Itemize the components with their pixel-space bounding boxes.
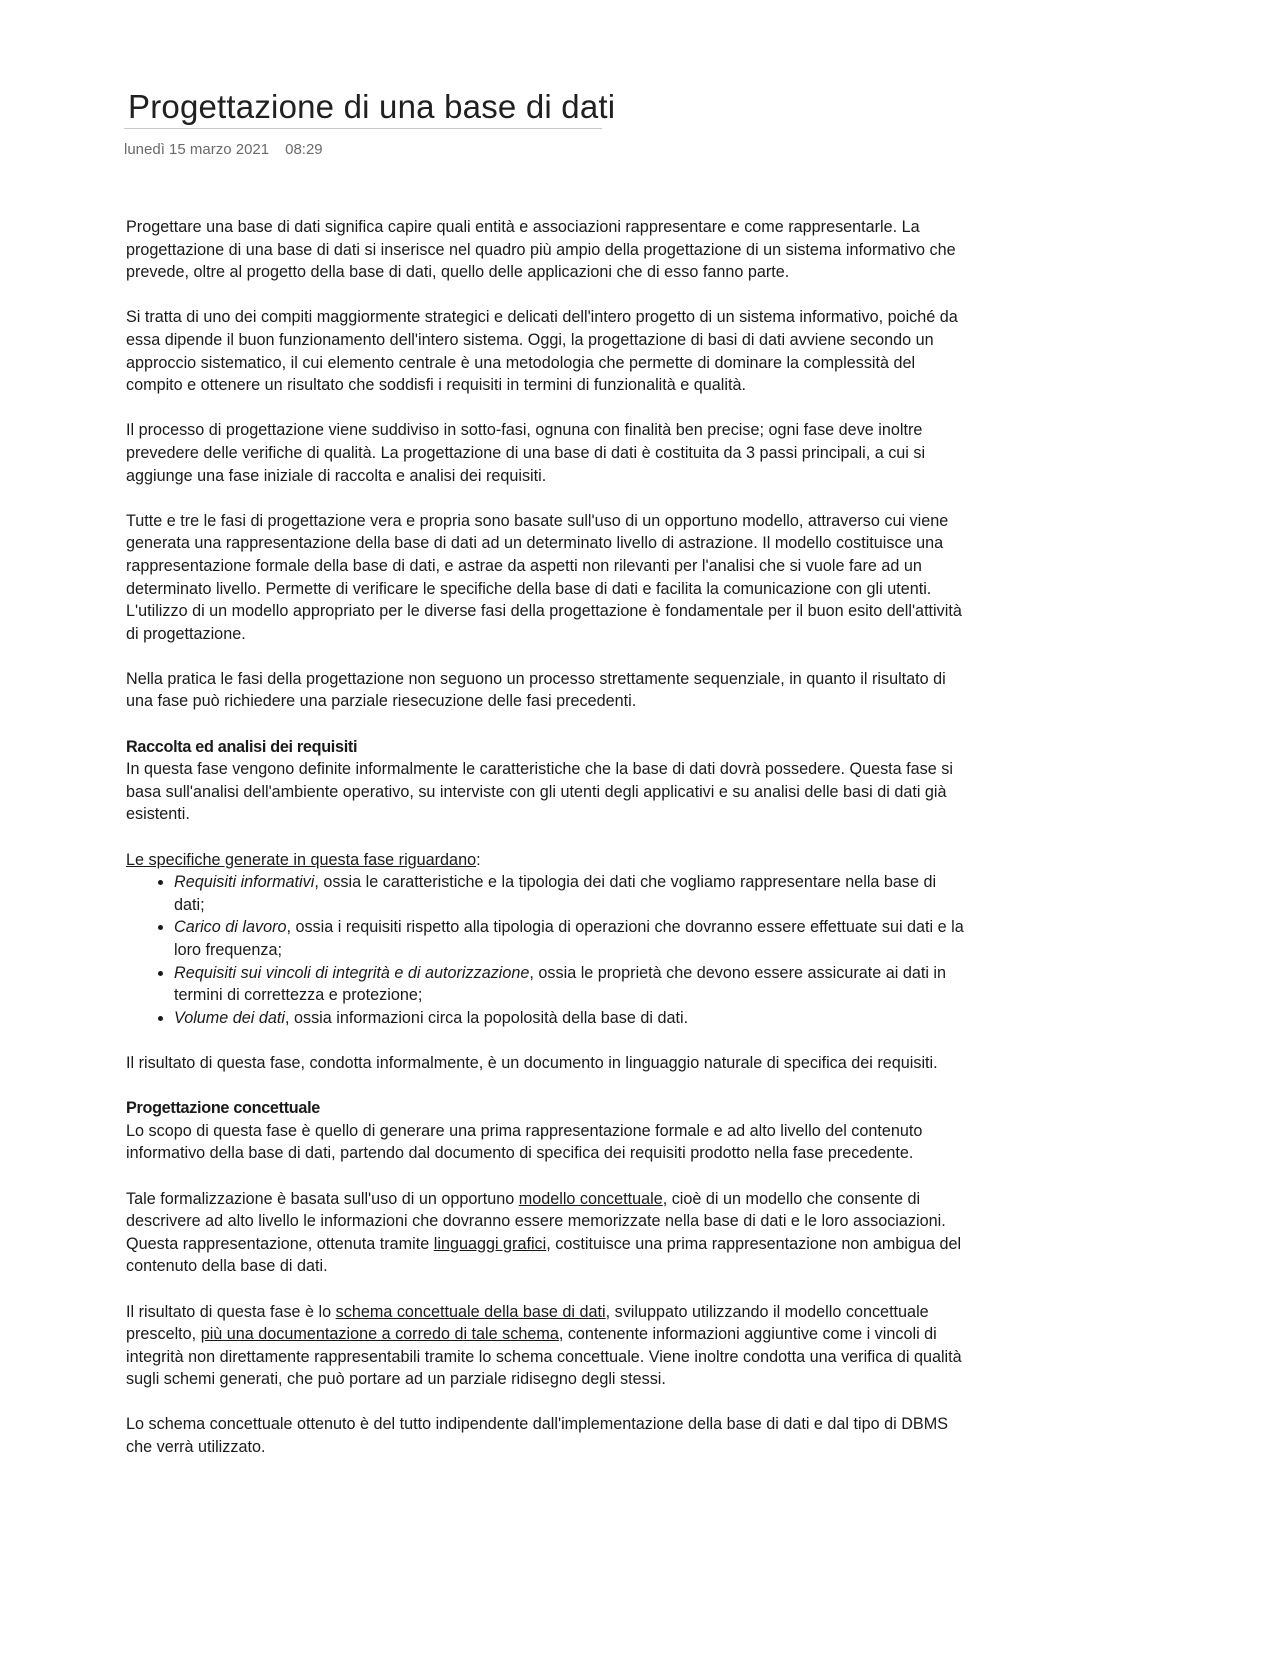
list-item-term: Requisiti sui vincoli di integrità e di autorizzazione [174, 963, 530, 982]
underlined-term: modello concettuale [518, 1189, 663, 1208]
underlined-term: linguaggi grafici [433, 1234, 547, 1253]
list-intro [126, 849, 966, 872]
list-item [174, 1007, 966, 1030]
underlined-term: più una documentazione a corredo di tale schema [200, 1325, 559, 1344]
list-intro-text: Le specifiche generate in questa fase riguardano [126, 850, 477, 869]
note-timestamp [124, 141, 323, 158]
list-item-text: , ossia informazioni circa la popolosità della base di dati. [284, 1008, 689, 1027]
paragraph: Lo scopo di questa fase è quello di generare una prima rappresentazione formale e ad alto livello del contenuto informativo della base di dati, partendo dal documento di specifica dei requisiti prodotto nella fase precedente. [126, 1121, 923, 1163]
list-item [174, 962, 966, 1007]
page-title[interactable]: Progettazione di una base di dati [128, 88, 616, 125]
paragraph: Progettare una base di dati significa capire quali entità e associazioni rappresentare e come rappresentarle. La progettazione di una base di dati si inserisce nel quadro più ampio della progettazione di un sistema informativo che prevede, oltre al progetto della base di dati, quello delle applicazioni che di esso fanno parte. [126, 218, 956, 282]
text-run: Tale formalizzazione è basata sull'uso di un opportuno [126, 1189, 519, 1208]
text-run: , cioè di un modello che consente di descrivere ad alto livello le informazioni che dovranno essere memorizzate nella base di dati e le loro associazioni. Questa rappresentazione, ottenuta tramite [126, 1189, 946, 1253]
list-item-term: Volume dei dati [174, 1008, 285, 1027]
title-underline [124, 128, 602, 129]
list-item-text: , ossia le caratteristiche e la tipologia dei dati che vogliamo rappresentare nella base di dati; [174, 873, 937, 914]
list-item [174, 871, 966, 916]
note-date: lunedì 15 marzo 2021 [124, 141, 270, 158]
paragraph [126, 1188, 966, 1278]
paragraph: Lo schema concettuale ottenuto è del tutto indipendente dall'implementazione della base di dati e dal tipo di DBMS che verrà utilizzato. [126, 1415, 948, 1457]
paragraph: Nella pratica le fasi della progettazione non seguono un processo strettamente sequenziale, in quanto il risultato di una fase può richiedere una parziale riesecuzione delle fasi precedenti. [126, 669, 946, 711]
list-item-text: , ossia i requisiti rispetto alla tipologia di operazioni che dovranno essere effettuate sui dati e la loro frequenza; [174, 918, 964, 959]
paragraph: L'utilizzo di un modello appropriato per le diverse fasi della progettazione è fondamentale per il buon esito dell'attività di progettazione. [126, 602, 962, 643]
paragraph [126, 1301, 966, 1391]
section-heading-requisiti: Raccolta ed analisi dei requisiti [126, 737, 358, 756]
section-heading-concettuale: Progettazione concettuale [126, 1099, 320, 1118]
requirements-list [126, 871, 966, 1029]
list-item-term: Carico di lavoro [174, 918, 287, 937]
text-run: , costituisce una prima rappresentazione non ambigua del contenuto della base di dati. [126, 1234, 962, 1276]
text-run: Il risultato di questa fase è lo [126, 1302, 336, 1321]
paragraph: Il processo di progettazione viene suddiviso in sotto-fasi, ognuna con finalità ben precise; ogni fase deve inoltre prevedere delle verifiche di qualità. La progettazione di una base di dati è costituita da 3 passi principali, a cui si aggiunge una fase iniziale di raccolta e analisi dei requisiti. [126, 421, 926, 485]
list-intro-colon: : [476, 850, 481, 869]
list-item-term: Requisiti informativi [174, 873, 315, 892]
list-item-text: , ossia le proprietà che devono essere assicurate ai dati in termini di correttezza e protezione; [174, 963, 947, 1005]
paragraph: Si tratta di uno dei compiti maggiormente strategici e delicati dell'intero progetto di un sistema informativo, poiché da essa dipende il buon funzionamento dell'intero sistema. Oggi, la progettazione di basi di dati avviene secondo un approccio sistematico, il cui elemento centrale è una metodologia che permette di dominare la complessità del compito e ottenere un risultato che soddisfi i requisiti in termini di funzionalità e qualità. [126, 308, 958, 395]
paragraph: In questa fase vengono definite informalmente le caratteristiche che la base di dati dovrà possedere. Questa fase si basa sull'analisi dell'ambiente operativo, su interviste con gli utenti degli applicativi e su analisi delle basi di dati già esistenti. [126, 760, 953, 824]
paragraph: Tutte e tre le fasi di progettazione vera e propria sono basate sull'uso di un opportuno modello, attraverso cui viene generata una rappresentazione della base di dati ad un determinato livello di astrazione. Il modello costituisce una rappresentazione formale della base di dati, e astrae da aspetti non rilevanti per l'analisi che si vuole fare ad un determinato livello. Permette di verificare le specifiche della base di dati e facilita la comunicazione con gli utenti. [126, 511, 949, 598]
list-item [174, 916, 966, 961]
note-time: 08:29 [285, 141, 323, 158]
underlined-term: schema concettuale della base di dati [335, 1302, 606, 1321]
text-run: , contenente informazioni aggiuntive come i vincoli di integrità non direttamente rappresentabili tramite lo schema concettuale. Viene inoltre condotta una verifica di qualità sugli schemi generati, che può portare ad un parziale ridisegno degli stessi. [126, 1325, 962, 1389]
paragraph: Il risultato di questa fase, condotta informalmente, è un documento in linguaggio naturale di specifica dei requisiti. [126, 1053, 938, 1072]
text-run: , sviluppato utilizzando il modello concettuale prescelto, [126, 1302, 929, 1344]
note-body[interactable] [126, 216, 966, 1481]
